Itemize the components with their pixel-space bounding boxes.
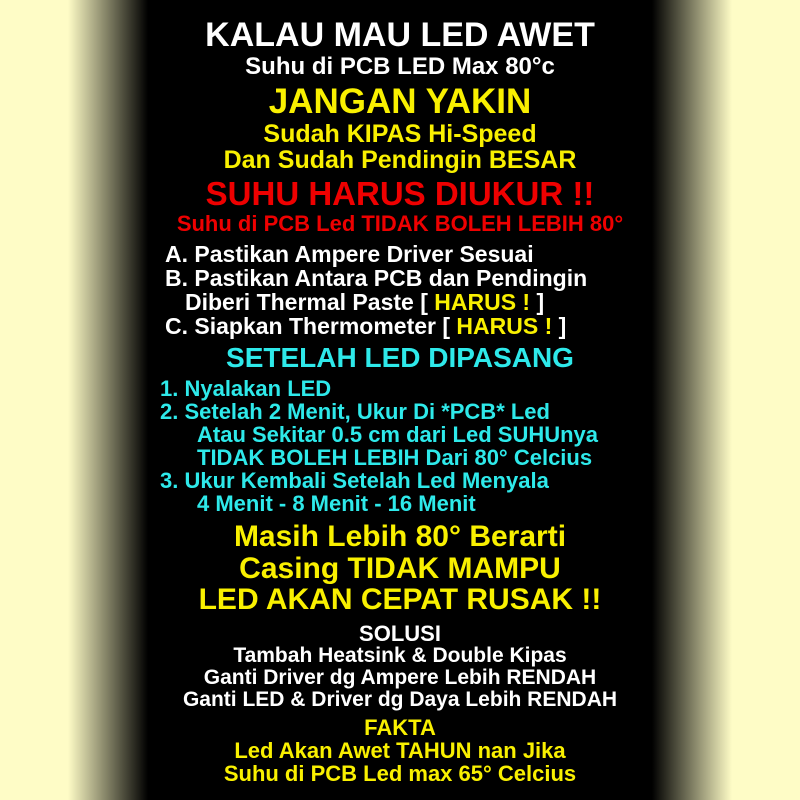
- poster-title: KALAU MAU LED AWET: [205, 16, 595, 54]
- warning-heading: JANGAN YAKIN: [268, 81, 532, 121]
- checklist-item-a: A. Pastikan Ampere Driver Sesuai: [165, 240, 534, 267]
- checklist-item-b-cont-text: Diberi Thermal Paste [: [185, 289, 435, 316]
- step-3: 3. Ukur Kembali Setelah Led Menyala: [160, 468, 549, 494]
- steps-heading: SETELAH LED DIPASANG: [226, 342, 574, 374]
- checklist-item-c-text: C. Siapkan Thermometer [: [165, 313, 457, 340]
- warning-line-2: Dan Sudah Pendingin BESAR: [223, 145, 577, 174]
- solusi-line-2: Ganti Driver dg Ampere Lebih RENDAH: [203, 666, 597, 690]
- checklist-item-c: [165, 314, 635, 338]
- step-2-continued-2: TIDAK BOLEH LEBIH Dari 80° Celcius: [197, 445, 593, 471]
- step-3-continued: 4 Menit - 8 Menit - 16 Menit: [197, 491, 476, 517]
- step-2-continued-1: Atau Sekitar 0.5 cm dari Led SUHUnya: [197, 422, 599, 447]
- solusi-line-1: Tambah Heatsink & Double Kipas: [233, 643, 567, 667]
- solusi-heading: SOLUSI: [359, 620, 441, 646]
- verdict-line-1: Masih Lebih 80° Berarti: [233, 520, 567, 554]
- checklist-item-b: B. Pastikan Antara PCB dan Pendingin: [165, 265, 588, 291]
- step-1: 1. Nyalakan LED: [160, 375, 332, 401]
- step-2: 2. Setelah 2 Menit, Ukur Di *PCB* Led: [160, 398, 550, 424]
- checklist-item-b-cont-bracket: ]: [530, 289, 545, 316]
- steps-list: [160, 377, 640, 516]
- fakta-line-2: Suhu di PCB Led max 65° Celcius: [223, 761, 577, 787]
- verdict-line-2: Casing TIDAK MAMPU: [239, 551, 561, 585]
- fakta-heading: FAKTA: [364, 715, 436, 741]
- fakta-line-1: Led Akan Awet TAHUN nan Jika: [234, 738, 566, 764]
- poster-subtitle: Suhu di PCB LED Max 80°c: [245, 52, 555, 80]
- checklist: [165, 242, 635, 339]
- verdict-line-3: LED AKAN CEPAT RUSAK !!: [198, 583, 602, 617]
- checklist-item-c-highlight: HARUS !: [456, 313, 553, 340]
- checklist-item-c-bracket: ]: [552, 313, 567, 340]
- alert-subheading: Suhu di PCB Led TIDAK BOLEH LEBIH 80°: [176, 210, 624, 236]
- warning-line-1: Sudah KIPAS Hi-Speed: [263, 119, 537, 148]
- checklist-item-b-continued: [165, 290, 635, 314]
- alert-heading: SUHU HARUS DIUKUR !!: [205, 175, 595, 213]
- checklist-item-b-cont-highlight: HARUS !: [434, 289, 531, 316]
- solusi-line-3: Ganti LED & Driver dg Daya Lebih RENDAH: [182, 688, 618, 712]
